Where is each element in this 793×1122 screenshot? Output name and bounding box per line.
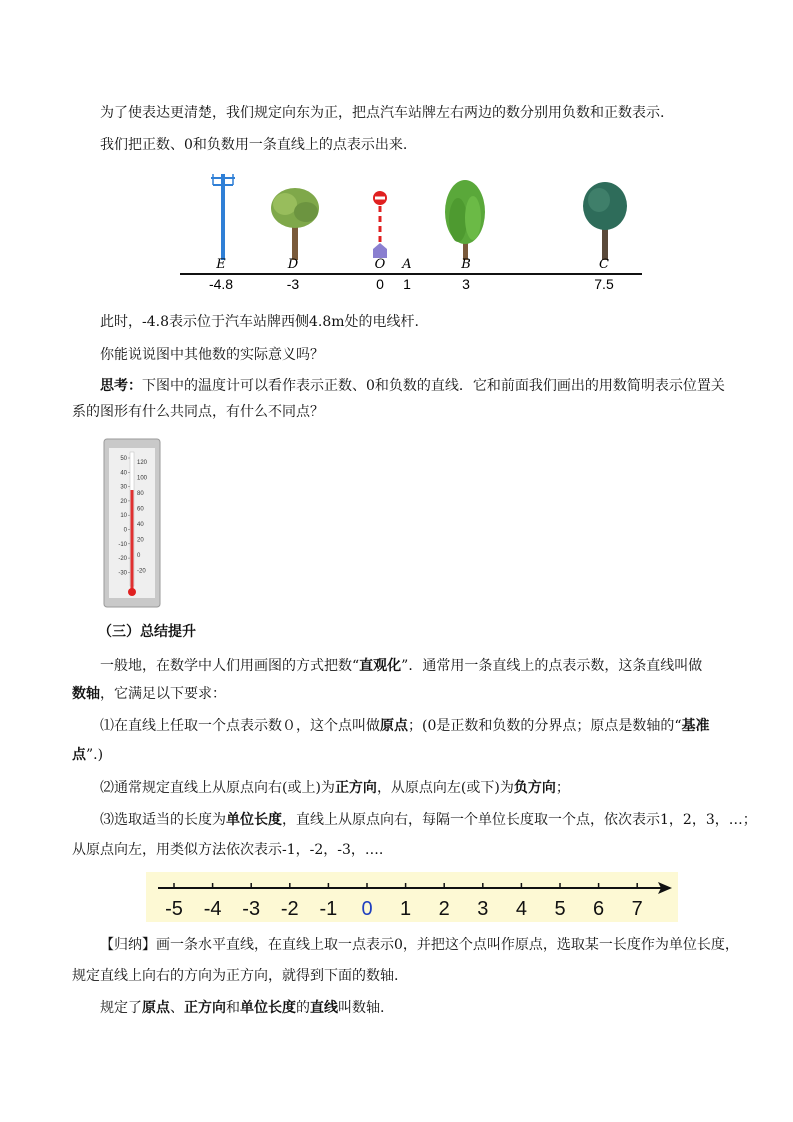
number-line-label: -5 [165, 898, 183, 920]
celsius-tick-label: 40 [120, 470, 127, 477]
celsius-tick-label: 10 [120, 513, 127, 520]
utility-pole-icon [211, 174, 235, 260]
point-label-e: E [216, 257, 226, 272]
final-definition: 规定了原点、正方向和单位长度的直线叫数轴. [100, 1000, 385, 1016]
fahrenheit-tick-label: 40 [137, 522, 144, 528]
thermometer-mercury [131, 490, 134, 590]
point-label-a: A [402, 257, 412, 272]
point-label-o: O [374, 257, 386, 272]
number-line-label: -1 [319, 898, 338, 920]
celsius-tick-label: -20 [118, 556, 127, 563]
celsius-tick-label: 0 [123, 527, 127, 534]
celsius-tick-label: 20 [120, 498, 127, 505]
point-value-a: 1 [403, 276, 411, 292]
point-value-c: 7.5 [594, 276, 614, 292]
location-number-line-figure [175, 168, 645, 293]
number-line-label: 4 [515, 898, 527, 920]
think-text-line1: 下图中的温度计可以看作表示正数、0和负数的直线．它和前面我们画出的用数简明表示位置关 [142, 378, 725, 394]
summary-line2: 数轴，它满足以下要求： [72, 686, 226, 702]
point-label-d: D [287, 257, 299, 272]
conclude-line2: 规定直线上向右的方向为正方向，就得到下面的数轴. [72, 968, 399, 984]
conclude-paragraph: 【归纳】画一条水平直线，在直线上取一点表示0，并把这个点叫作原点，选取某一长度作为单位长度， [100, 937, 739, 953]
point-value-e: -4.8 [208, 276, 234, 292]
paragraph-meaning-negative: 此时，-4.8表示位于汽车站牌西侧4.8m处的电线杆. [100, 314, 419, 330]
tree-icon [583, 182, 627, 260]
number-line-label: 7 [631, 898, 643, 920]
think-label: 思考： [100, 378, 142, 394]
number-line-label: -2 [280, 898, 299, 920]
conclude-label: 【归纳】 [100, 937, 156, 953]
paragraph-represent-on-line: 我们把正数、0和负数用一条直线上的点表示出来. [100, 137, 408, 153]
paragraph-question: 你能说说图中其他数的实际意义吗？ [100, 347, 324, 363]
point-label-b: B [461, 257, 471, 272]
celsius-tick-label: -10 [118, 541, 127, 548]
number-line-label: 0 [361, 898, 373, 920]
thermometer-bulb [128, 588, 136, 596]
fahrenheit-tick-label: 0 [137, 553, 141, 559]
requirement-2: ⑵通常规定直线上从原点向右(或上)为正方向，从原点向左(或下)为负方向； [100, 780, 570, 796]
celsius-tick-label: -30 [118, 570, 127, 577]
number-line-label: 6 [593, 898, 605, 920]
paragraph-positive-east: 为了使表达更清楚，我们规定向东为正，把点汽车站牌左右两边的数分别用负数和正数表示. [100, 105, 665, 121]
number-line-label: -4 [203, 898, 222, 920]
celsius-tick-label: 50 [120, 456, 127, 462]
fahrenheit-tick-label: 60 [137, 506, 144, 513]
requirement-1-cont: 点”.) [72, 747, 104, 763]
thermometer-image [103, 438, 161, 608]
fahrenheit-tick-label: 120 [137, 460, 148, 466]
number-line-label: 2 [438, 898, 450, 920]
section-title: （三）总结提升 [98, 624, 196, 640]
celsius-tick-label: 30 [120, 484, 127, 491]
fahrenheit-tick-label: 20 [137, 537, 144, 544]
number-line-label: 3 [477, 898, 489, 920]
summary-line1: 一般地，在数学中人们用画图的方式把数“直观化”．通常用一条直线上的点表示数，这条直线叫做 [100, 658, 703, 674]
requirement-3-cont: 从原点向左，用类似方法依次表示-1，-2，-3，…. [72, 842, 384, 858]
number-line-label: -3 [242, 898, 261, 920]
fahrenheit-tick-label: 100 [137, 475, 148, 482]
point-label-c: C [599, 257, 609, 272]
point-value-b: 3 [462, 276, 470, 292]
point-value-o: 0 [376, 276, 384, 292]
fahrenheit-tick-label: 80 [137, 491, 144, 497]
requirement-3: ⑶选取适当的长度为单位长度，直线上从原点向右，每隔一个单位长度取一个点，依次表示1，2，3，…； [100, 812, 757, 828]
fahrenheit-tick-label: -20 [137, 568, 146, 575]
requirement-1: ⑴在直线上任取一个点表示数０，这个点叫做原点；(0是正数和负数的分界点；原点是数轴的“基准 [100, 718, 710, 734]
think-paragraph [100, 376, 725, 396]
number-line-figure [146, 872, 678, 922]
think-text-line2: 系的图形有什么共同点，有什么不同点？ [72, 404, 324, 420]
willow-tree-icon [445, 180, 485, 260]
number-line-label: 5 [554, 898, 566, 920]
tree-icon [271, 188, 319, 260]
bus-stop-sign-icon [373, 191, 387, 258]
number-line-label: 1 [400, 898, 412, 920]
point-value-d: -3 [286, 276, 300, 292]
